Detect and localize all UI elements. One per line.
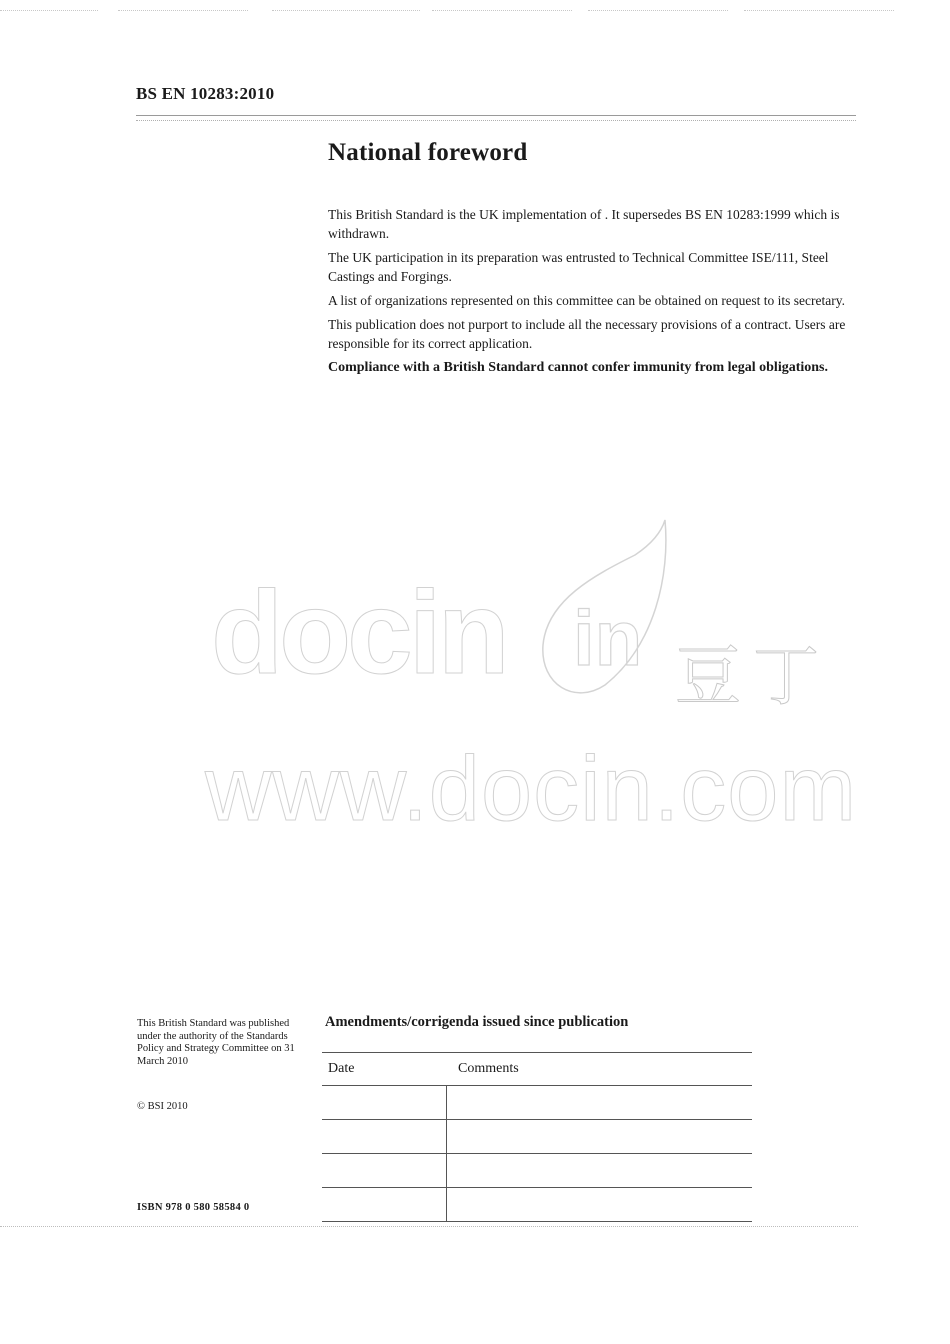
- comments-cell: [446, 1188, 752, 1222]
- footer-divider: [0, 1226, 858, 1227]
- docin-watermark: [205, 515, 875, 845]
- comments-cell: [446, 1086, 752, 1120]
- compliance-statement: Compliance with a British Standard cannot confer immunity from legal obligations.: [328, 360, 829, 375]
- page-title: National foreword: [328, 139, 528, 166]
- foreword-paragraph: This British Standard is the UK implementation of . It supersedes BS EN 10283:1999 which is withdrawn.: [328, 207, 840, 241]
- svg-text:in: in: [573, 594, 643, 682]
- scan-top-edge: [0, 0, 950, 14]
- foreword-paragraph: The UK participation in its preparation was entrusted to Technical Committee ISE/111, Steel Castings and Forgings.: [328, 250, 829, 284]
- isbn: ISBN 978 0 580 58584 0: [137, 1202, 250, 1213]
- document-number: BS EN 10283:2010: [136, 84, 275, 103]
- comments-cell: [446, 1120, 752, 1154]
- amendments-title: Amendments/corrigenda issued since publication: [325, 1014, 629, 1030]
- amendments-table: [322, 1052, 752, 1222]
- date-cell: [322, 1086, 446, 1120]
- column-header-date: Date: [322, 1053, 446, 1086]
- table-header-row: [322, 1053, 752, 1086]
- watermark-chinese: 豆丁: [675, 639, 831, 713]
- copyright-notice: © BSI 2010: [137, 1101, 188, 1112]
- comments-cell: [446, 1154, 752, 1188]
- date-cell: [322, 1154, 446, 1188]
- foreword-body: [328, 205, 853, 383]
- watermark-brand: docin: [211, 567, 506, 699]
- header-divider: [136, 115, 856, 121]
- date-cell: [322, 1188, 446, 1222]
- table-row: [322, 1086, 752, 1120]
- table-row: [322, 1188, 752, 1222]
- watermark-url: www.docin.com: [205, 738, 858, 840]
- table-row: [322, 1154, 752, 1188]
- docin-leaf-icon: [535, 515, 675, 715]
- date-cell: [322, 1120, 446, 1154]
- foreword-paragraph: A list of organizations represented on this committee can be obtained on request to its secretary.: [328, 293, 845, 308]
- table-row: [322, 1120, 752, 1154]
- publication-note: This British Standard was published under the authority of the Standards Policy and Strategy Committee on 31 March 2010: [137, 1018, 295, 1067]
- foreword-paragraph: This publication does not purport to include all the necessary provisions of a contract. Users are responsible for its correct application.: [328, 317, 846, 351]
- column-header-comments: Comments: [446, 1053, 752, 1086]
